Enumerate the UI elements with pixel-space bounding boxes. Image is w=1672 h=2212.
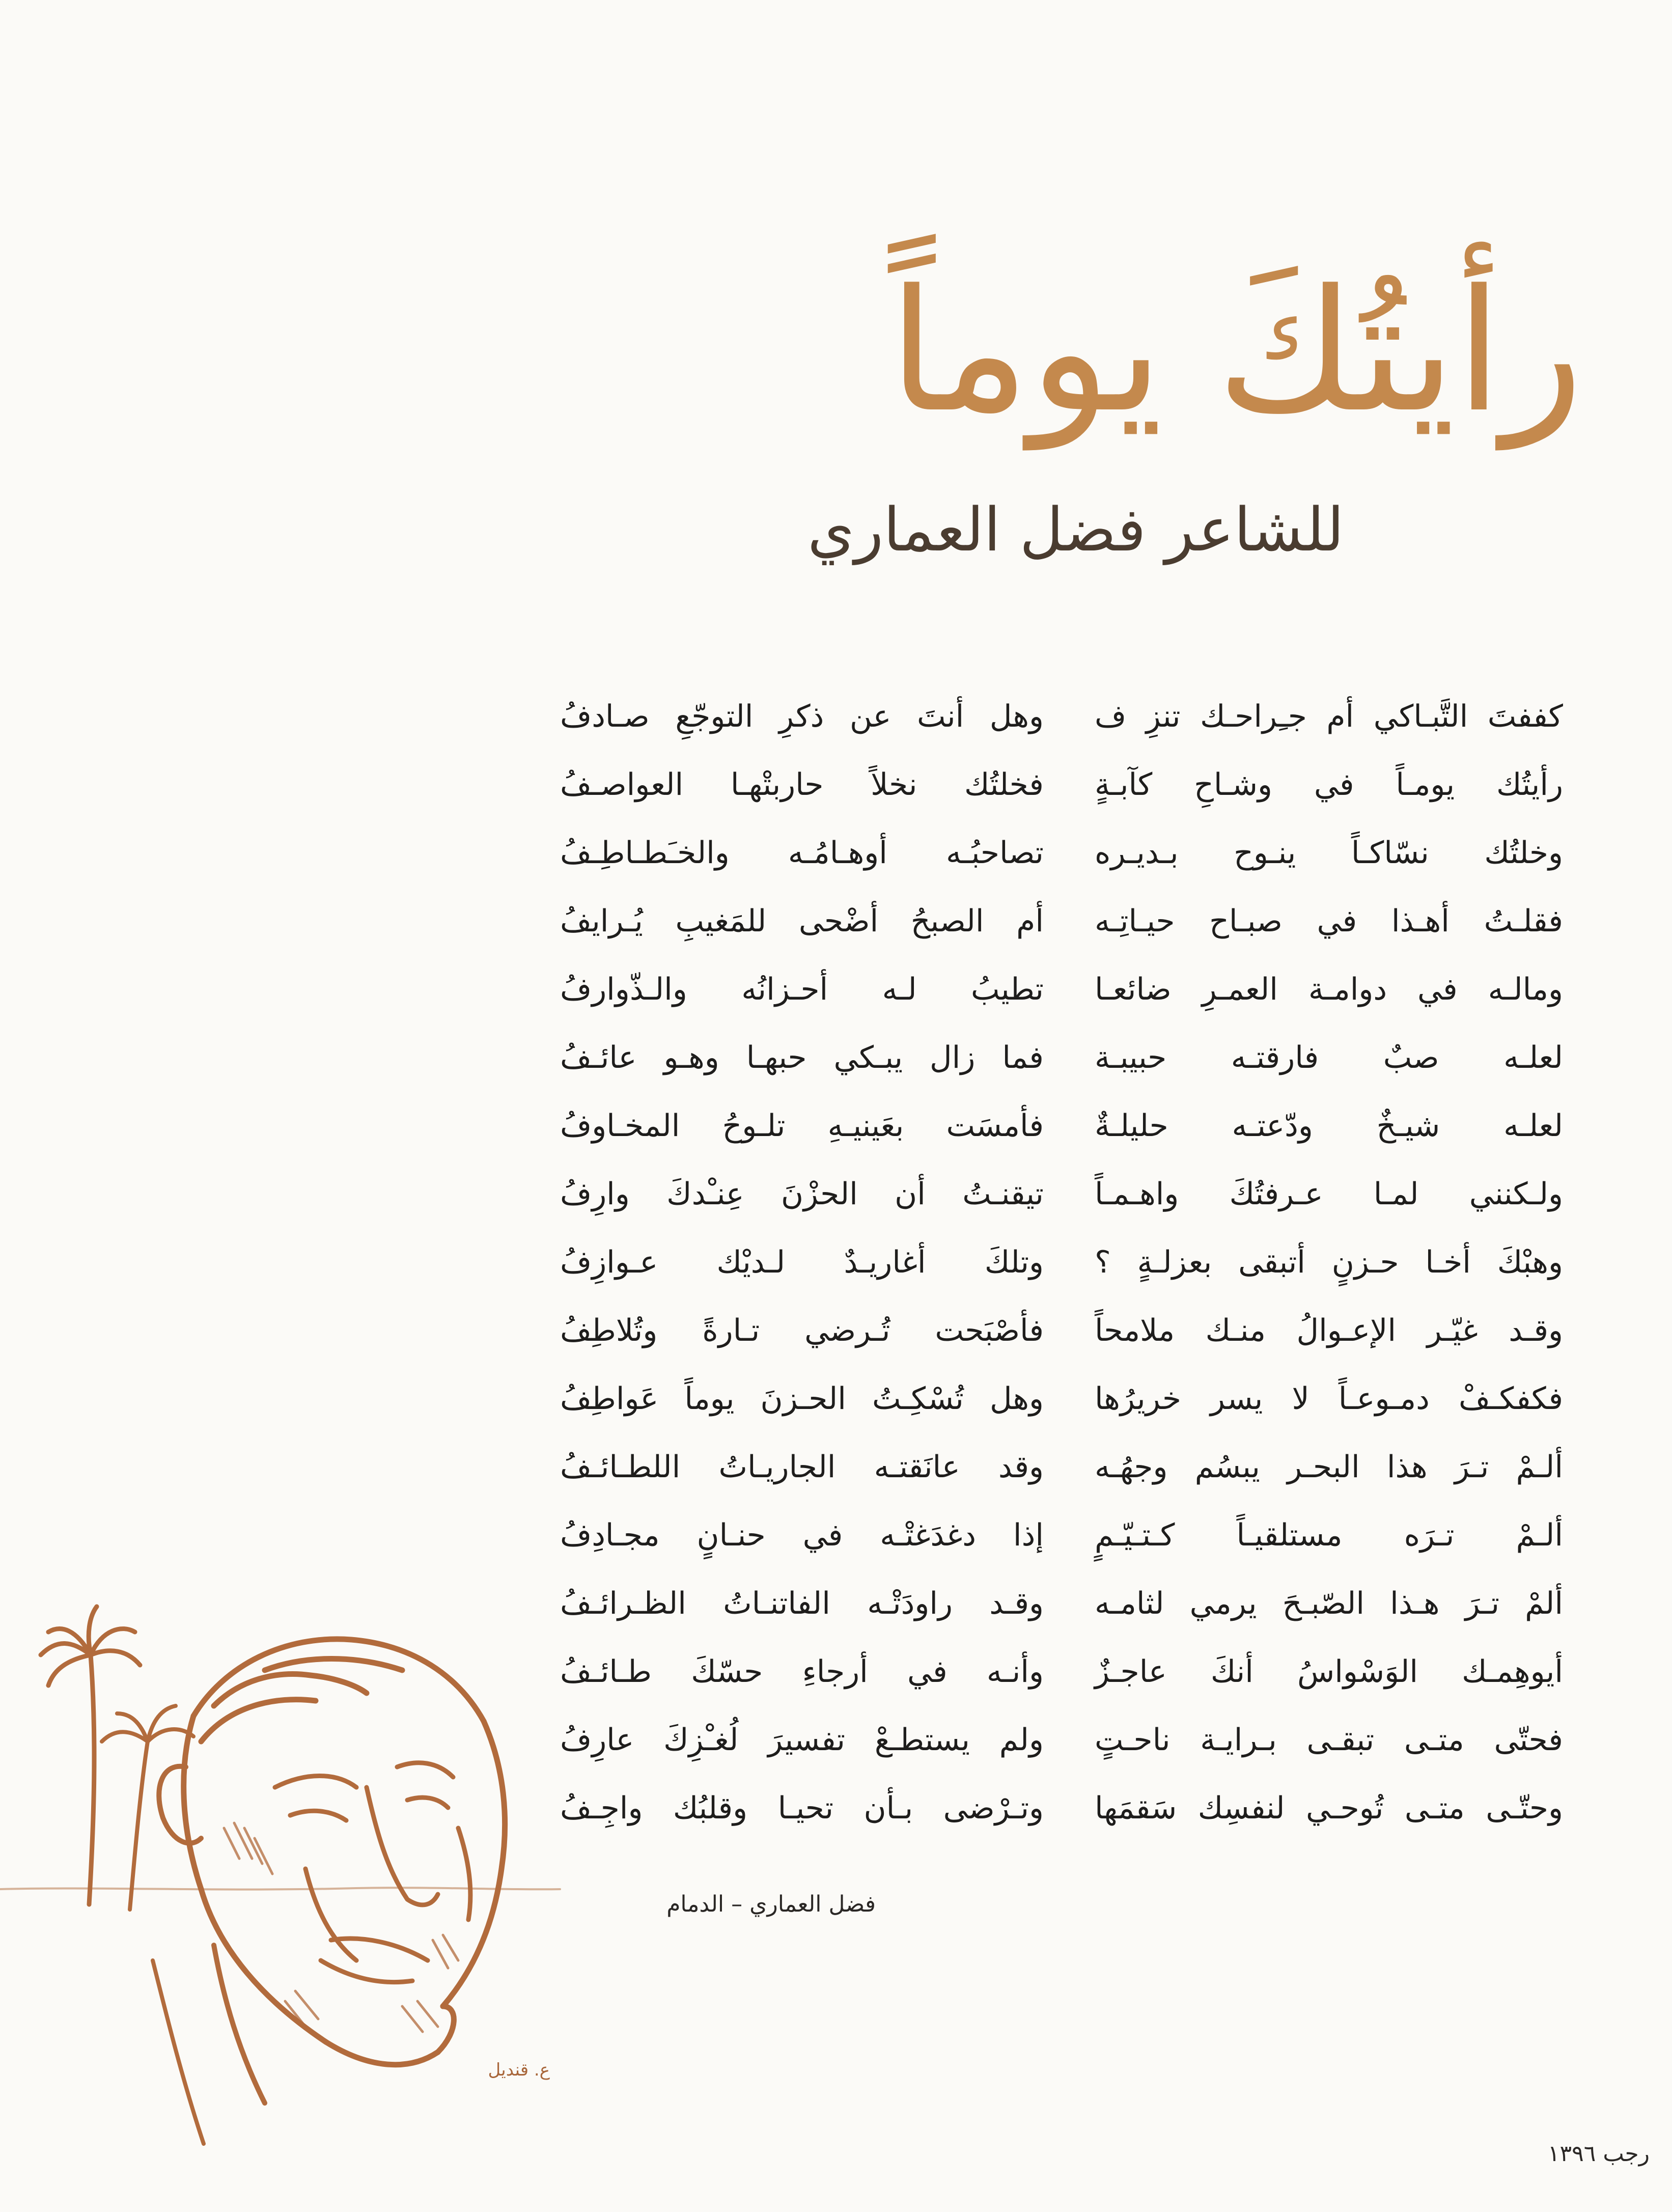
- verse-line: تيقنـتُ أن الحزْنَ عِنـْدكَ وارِفُ: [560, 1176, 1044, 1212]
- verse-line: إذا دغدَغتْـه في حنـانٍ مجـادِفُ: [560, 1517, 1044, 1553]
- verse-line: وتـرْضى بـأن تحيـا وقلبُك واجِـفُ: [560, 1790, 1044, 1826]
- verse-line: وقد عانَقتـه الجاريـاتُ اللطـائـفُ: [560, 1449, 1044, 1485]
- verse-line: وتلكَ أغاريـدٌ لـديْك عـوازِفُ: [560, 1245, 1044, 1280]
- verse-line: لعلـه شيـخٌ ودّعتـه حليلـةٌ: [1095, 1108, 1563, 1144]
- issue-date: رجب ١٣٩٦: [1547, 2141, 1650, 2167]
- poem-left-column: [560, 682, 1044, 1842]
- verse-line: وقـد راودَتْـه الفاتنـاتُ الظـرائـفُ: [560, 1586, 1044, 1621]
- artist-mark: ع. قنديل: [488, 2060, 550, 2080]
- verse-line: ألـمْ تـرَه مستلقيـاً كـتـيّـمٍ: [1095, 1517, 1563, 1553]
- verse-line: أم الصبحُ أضْحى للمَغيبِ يُـرايفُ: [560, 903, 1044, 939]
- verse-line: فخلتُك نخلاً حاربتْهـا العواصـفُ: [560, 767, 1044, 803]
- verse-line: تصاحبُـه أوهـامُـه والخـَطـاطِـفُ: [560, 835, 1044, 871]
- verse-line: لعلـه صبٌ فارقتـه حبيبـة: [1095, 1040, 1563, 1075]
- face-features: [275, 1763, 470, 1982]
- poem-title: رأيتُكَ يوماً: [888, 254, 1583, 449]
- verse-line: فكفكـفْ دمـوعـاً لا يسر خريرُها: [1095, 1381, 1563, 1417]
- verse-line: أيوهِمـك الوَسْواسُ أنكَ عاجـزٌ: [1095, 1654, 1563, 1690]
- verse-line: ومالـه في دوامـة العمـرِ ضائعـا: [1095, 972, 1563, 1007]
- verse-line: كففتَ التَّبـاكي أم جـِراحـك تنزِ ف: [1095, 699, 1563, 734]
- verse-line: فأصْبَحت تُـرضي تـارةً وتُلاطِفُ: [560, 1313, 1044, 1348]
- verse-line: فأمسَت بعَينيـهِ تلـوحُ المخـاوفُ: [560, 1108, 1044, 1144]
- palm-tree: [41, 1607, 140, 1904]
- verse-line: رأيتُك يومـاً في وشـاحِ كآبـةٍ: [1095, 767, 1563, 803]
- poet-byline: للشاعر فضل العماري: [807, 494, 1344, 565]
- verse-line: وهل تُسْكِـتُ الحـزنَ يوماً عَواطِفُ: [560, 1381, 1044, 1417]
- verse-line: فحتّى متـى تبقـى بـرايـة ناحـتٍ: [1095, 1722, 1563, 1758]
- verse-line: وحتّـى متـى تُوحـي لنفسِك سَقمَها: [1095, 1790, 1563, 1826]
- sketch-strokes: [0, 1607, 560, 2144]
- verse-line: وأنـه في أرجاءِ حسّكَ طـائـفُ: [560, 1654, 1044, 1690]
- poem-right-column: [1095, 682, 1563, 1842]
- head: [184, 1639, 505, 2065]
- palm-tree: [102, 1706, 193, 1910]
- verse-line: تطيبُ لـه أحـزانُه والـذّوارفُ: [560, 972, 1044, 1007]
- verse-line: ولم يستطـعْ تفسيرَ لُغـْزِكَ عارِفُ: [560, 1722, 1044, 1758]
- verse-line: وقـد غيّـر الإعـوالُ منـك ملامحاً: [1095, 1313, 1563, 1348]
- verse-line: ألـمْ تـرَ هذا البحـر يبسُم وجهُـه: [1095, 1449, 1563, 1485]
- poet-signature: فضل العماري – الدمام: [666, 1891, 876, 1917]
- verse-line: ولـكنني لمـا عـرفتُكَ واهـمـاً: [1095, 1176, 1563, 1212]
- verse-line: وهبْكَ أخـا حـزنٍ أتبقى بعزلـةٍ ؟: [1095, 1245, 1563, 1280]
- verse-line: ألمْ تـرَ هـذا الصّبـحَ يرمي لثامـه: [1095, 1586, 1563, 1621]
- verse-line: فقلـتُ أهـذا في صبـاح حيـاتِـه: [1095, 903, 1563, 939]
- verse-line: وخلتُك نسّاكـاً ينـوح بـديـره: [1095, 835, 1563, 871]
- verse-line: فما زال يبـكي حبهـا وهـو عائـفُ: [560, 1040, 1044, 1075]
- verse-line: وهل أنتَ عن ذكرِ التوجّعِ صـادفُ: [560, 699, 1044, 734]
